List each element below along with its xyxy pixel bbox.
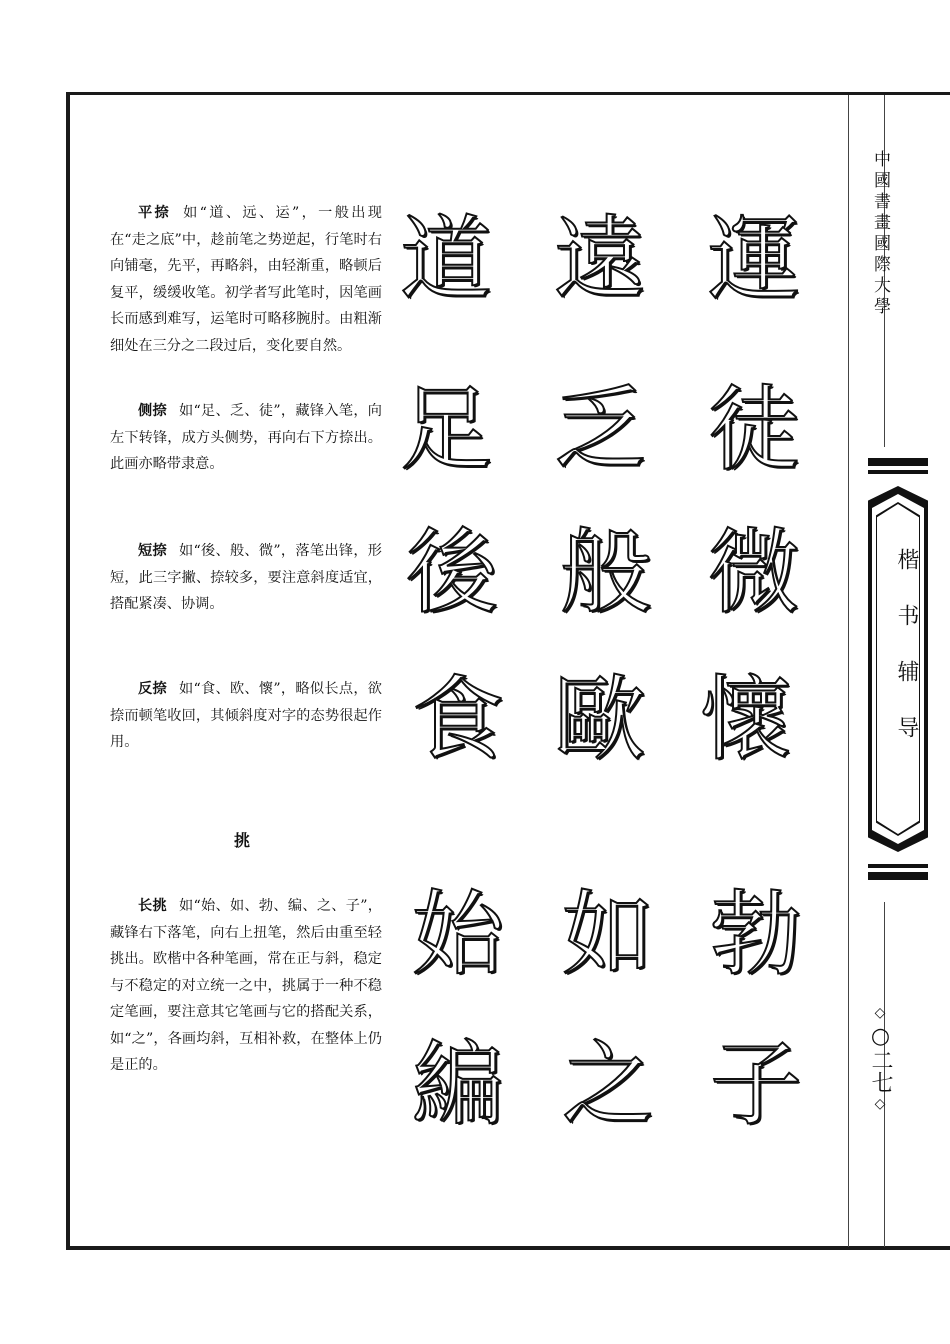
glyph-dao: 道: [399, 206, 492, 313]
glyph-yuan: 遠: [553, 206, 646, 313]
chapter-title-text: 楷书辅导: [894, 548, 919, 772]
glyph-fa: 乏: [553, 376, 646, 483]
glyph-bian: 編: [411, 1031, 504, 1138]
glyph-huai: 懷: [699, 666, 792, 773]
text-changtiao: 如“始、如、勃、编、之、子”，藏锋右下落笔，向右上扭笔，然后由重至轻挑出。欧楷中各种笔画，常在正与斜，稳定与不稳定的对立统一之中，挑属于一种不稳定笔画，要注意其它笔画与它的搭配关系，如“之”，各画均斜，互相补救，在整体上仍是正的。: [110, 898, 382, 1073]
term-cena: 侧捺: [138, 403, 167, 419]
margin-rule: [848, 95, 849, 1247]
paragraph-changtiao: [110, 893, 382, 1079]
glyph-yun: 運: [707, 206, 800, 313]
glyph-bo: 勃: [709, 881, 802, 988]
text-pingna: 如“道、远、运”，一般出现在“走之底”中，趁前笔之势逆起，行笔时右向铺毫，先平，再略斜，由轻渐重，略顿后复平，缓缓收笔。初学者写此笔时，因笔画长而感到难写，运笔时可略移腕肘。由粗渐细处在三分之二段过后，变化要自然。: [110, 205, 382, 354]
glyph-tu: 徒: [707, 376, 800, 483]
glyph-zi: 子: [709, 1031, 802, 1138]
glyph-shi-begin: 始: [411, 881, 504, 988]
divider-bar-top-2: [868, 470, 928, 474]
term-pingna: 平捺: [138, 205, 172, 221]
glyph-ou: 歐: [553, 666, 646, 773]
chapter-title: [876, 548, 920, 772]
diamond-icon: ◇: [874, 1005, 886, 1021]
glyph-ru: 如: [561, 881, 654, 988]
term-duanna: 短捺: [138, 543, 167, 559]
term-changtiao: 长挑: [138, 898, 167, 914]
glyph-wei: 微: [707, 519, 800, 626]
series-title: 中國書畫國際大學: [870, 150, 890, 318]
section-heading-tiao: 挑: [234, 831, 251, 850]
page-number-text: ○二七: [868, 1024, 893, 1093]
glyph-shi: 食: [411, 666, 504, 773]
text-cena: 如“足、乏、徒”，藏锋入笔，向左下转锋，成方头侧势，再向右下方捺出。此画亦略带隶意。: [110, 403, 382, 472]
glyph-zhi: 之: [561, 1031, 654, 1138]
divider-bar-top-1: [868, 458, 928, 466]
term-fanna: 反捺: [138, 681, 167, 697]
text-duanna: 如“後、般、微”，落笔出锋，形短，此三字撇、捺较多，要注意斜度适宜，搭配紧凑、协调。: [110, 543, 382, 612]
page-number: [860, 1002, 900, 1115]
glyph-hou: 後: [405, 519, 498, 626]
paragraph-pingna: [110, 200, 382, 359]
glyph-ban: 般: [559, 519, 652, 626]
paragraph-duanna: [110, 538, 382, 618]
paragraph-cena: [110, 398, 382, 478]
text-fanna: 如“食、欧、懷”，略似长点，欲捺而顿笔收回，其倾斜度对字的态势很起作用。: [110, 681, 382, 750]
glyph-zu: 足: [399, 376, 492, 483]
divider-bar-bottom-2: [868, 872, 928, 880]
paragraph-fanna: [110, 676, 382, 756]
diamond-icon: ◇: [874, 1096, 886, 1112]
divider-bar-bottom-1: [868, 864, 928, 868]
